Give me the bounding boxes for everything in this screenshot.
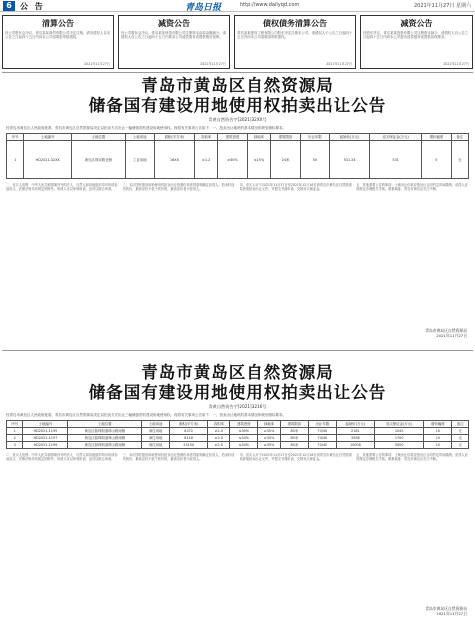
table-cell: HD2021-1195 <box>23 428 68 435</box>
page-number: 6 <box>3 1 15 11</box>
table-cell: 23150 <box>170 442 208 449</box>
small-notices <box>2 15 473 69</box>
table-header: 起始价(万元) <box>336 421 374 428</box>
body-column <box>240 183 353 192</box>
announcement-intro: 经青岛市黄岛区人民政府批准，青岛市黄岛区自然资源局决定以拍卖方式出让三幅储备国有建设用地使用权。现将有关事项公告如下：一、拍卖出让地块的基本情况和规划指标要求。 <box>6 413 286 417</box>
table-cell: 无 <box>452 442 469 449</box>
table-header: 土地位置 <box>72 134 125 141</box>
table-cell: ≥2.0 <box>208 442 230 449</box>
notice-box <box>360 15 473 69</box>
table-row <box>7 141 469 179</box>
website-url[interactable]: http://www.dailyqd.com <box>240 2 300 8</box>
announcement-body <box>6 183 469 192</box>
body-paragraph: 五、其他需要公告的事项：土地出让价款应按出让合同约定时间缴纳，竞得人应按规定办理相关手续。联系地址：青岛市黄岛区长江中路。 <box>356 183 468 192</box>
table-header: 容积率 <box>208 421 230 428</box>
table-cell: ≥40% <box>218 141 247 179</box>
table-row <box>7 435 469 442</box>
announcement-title-line2: 储备国有建设用地使用权拍卖出让公告 <box>88 383 387 402</box>
table-header: 备注 <box>451 134 468 141</box>
table-cell: 无 <box>451 141 468 179</box>
table-header: 容积率 <box>194 134 217 141</box>
table-cell: 1700 <box>374 435 424 442</box>
table-cell: ≤30% <box>230 435 258 442</box>
notice-body: 经公司股东会决议，青岛某某商贸有限公司决定注销，请各债权人自本公告之日起四十五日内向本公司清算组申报债权。 <box>5 31 111 39</box>
announcement-body <box>6 453 469 462</box>
notice-body: 经公司股东会决议，青岛某某科技有限公司注册资本由原金额减少，请债权人自公告之日起四十五日内要求公司清偿债务或提供相应担保。 <box>121 31 227 39</box>
body-paragraph: 四、竞买人可于2021年11月27日至2021年12月16日到青岛市黄岛区自然资源局获取拍卖出让文件，并提交书面申请，交纳竞买保证金。 <box>239 453 352 462</box>
section-title: 公 告 <box>20 2 45 11</box>
table-cell: 2 <box>7 435 23 442</box>
table-header: 序号 <box>7 134 24 141</box>
notice-signature: 2021年11月27日 <box>443 62 469 66</box>
table-header: 出让年限 <box>308 421 336 428</box>
table-cell: 1 <box>7 428 23 435</box>
notice-title: 减资公告 <box>400 18 433 28</box>
body-column <box>123 453 236 462</box>
table-cell: 70/40 <box>308 442 336 449</box>
land-table <box>6 133 469 179</box>
table-cell: 10 <box>424 428 452 435</box>
announcement-title-line2: 储备国有建设用地使用权拍卖出让公告 <box>88 96 387 115</box>
table-header: 土地用途 <box>142 421 170 428</box>
land-auction-announcement-2 <box>2 350 473 618</box>
table-header: 建筑密度 <box>230 421 258 428</box>
table-cell: 商住用地 <box>142 435 170 442</box>
signoff-date: 2021年11月27日 <box>436 333 467 338</box>
table-cell: HD2021-1197 <box>23 435 68 442</box>
notice-box <box>118 15 230 69</box>
signoff-organization: 青岛市黄岛区自然资源局 <box>425 328 467 333</box>
announcement-title-line1: 青岛市黄岛区自然资源局 <box>141 363 334 382</box>
table-cell: 531 <box>370 141 422 179</box>
table-header-row <box>7 421 469 428</box>
table-cell: ≥2.0 <box>208 435 230 442</box>
issue-date: 2021年11月27日 星期六 <box>413 3 471 9</box>
table-cell: 10 <box>424 435 452 442</box>
body-column <box>356 453 469 462</box>
table-cell: 3396 <box>336 435 374 442</box>
table-cell: 5 <box>422 141 451 179</box>
table-header: 绿地率 <box>247 134 271 141</box>
notice-body: 经股东决定，青岛某某投资有限公司注册资本减少，请债权人自公告之日起四十五日内向本公司提出清偿债务或提供担保要求。 <box>363 31 469 39</box>
newspaper-logo: 青岛日报 <box>185 3 222 13</box>
body-paragraph: 四、竞买人可于2021年11月27日至2021年12月16日到青岛市黄岛区自然资源局获取拍卖出让文件，并提交书面申请，交纳竞买保证金。 <box>239 183 352 192</box>
body-paragraph: 二、竞买人范围：中华人民共和国境内外的法人、自然人和其他组织均可申请参加竞买，法律法规另有规定的除外。申请人可以单独申请，也可以联合申请。 <box>6 453 118 462</box>
table-cell: 70/40 <box>308 435 336 442</box>
table-cell: 531.24 <box>330 141 370 179</box>
notice-signature: 2021年11月27日 <box>84 62 110 66</box>
table-header: 增价幅度 <box>422 134 451 141</box>
table-cell: 8118 <box>170 435 208 442</box>
table-cell: 1045 <box>374 428 424 435</box>
table-cell: 2181 <box>336 428 374 435</box>
table-cell: 商住用地 <box>142 442 170 449</box>
body-column <box>123 183 236 192</box>
announcement-docnum: 青黄自然资告字[2021]3216号 <box>208 404 267 409</box>
announcement-docnum: 青黄自然资告字[2021]32XX号 <box>208 117 267 122</box>
body-column <box>6 183 119 192</box>
table-cell: ≥1.2 <box>194 141 217 179</box>
table-cell: 工业用地 <box>125 141 154 179</box>
table-header: 土地编号 <box>23 421 68 428</box>
table-cell: 10008 <box>336 442 374 449</box>
announcement-signoff <box>425 328 467 338</box>
table-header: 增价幅度 <box>424 421 452 428</box>
table-header: 土地编号 <box>24 134 72 141</box>
notice-title: 减资公告 <box>158 18 190 28</box>
land-auction-announcement-1 <box>2 72 473 350</box>
table-cell: 3 <box>7 442 23 449</box>
table-cell: 80米 <box>280 435 308 442</box>
announcement-title-line1: 青岛市黄岛区自然资源局 <box>141 76 334 95</box>
notice-signature: 2021年11月27日 <box>200 62 226 66</box>
body-column <box>240 453 353 462</box>
table-cell: ≥35% <box>258 435 281 442</box>
body-paragraph: 五、其他需要公告的事项：土地出让价款应按出让合同约定时间缴纳，竞得人应按规定办理相关手续。联系地址：青岛市黄岛区长江中路。 <box>356 453 468 462</box>
table-cell: 10 <box>424 442 452 449</box>
notice-signature: 2021年11月27日 <box>326 62 352 66</box>
table-header: 土地位置 <box>68 421 142 428</box>
notice-title: 债权债务清算公告 <box>263 18 327 28</box>
notice-box <box>2 15 114 69</box>
table-cell: 无 <box>452 428 469 435</box>
table-cell: 80米 <box>280 428 308 435</box>
notice-body: 青岛某某建设工程有限公司股东决定注销本公司，请债权人于公告之日起四十五日内向本公司清算组申报债权。 <box>237 31 353 39</box>
table-cell: ≥35% <box>258 428 281 435</box>
notice-title: 清算公告 <box>42 18 74 28</box>
table-header: 竞买保证金(万元) <box>374 421 424 428</box>
table-cell: 16XX <box>154 141 194 179</box>
table-header: 出让年限 <box>300 134 329 141</box>
table-header: 建筑限高 <box>271 134 300 141</box>
table-row <box>7 428 469 435</box>
table-cell: 70/40 <box>308 428 336 435</box>
land-table <box>6 420 469 449</box>
body-paragraph: 三、本次国有建设用地使用权拍卖出让按照价高者得原则确定竞得人。拍卖时设有底价，最高应价不低于底价的，最高应价者为竞得人。 <box>122 453 235 462</box>
table-cell: 无 <box>452 435 469 442</box>
table-cell: ≤30% <box>230 442 258 449</box>
table-cell: 黄岛区隐珠街道珠山路南侧 <box>68 442 142 449</box>
announcement-signoff <box>425 606 467 616</box>
table-cell: 商住用地 <box>142 428 170 435</box>
table-header: 面积(平方米) <box>170 421 208 428</box>
body-paragraph: 三、本次国有建设用地使用权拍卖出让按照价高者得原则确定竞得人。拍卖时设有底价，最高应价不低于底价的，最高应价者为竞得人。 <box>122 183 235 192</box>
body-column <box>356 183 469 192</box>
table-cell: 黄岛区隐珠街道珠山路南侧 <box>68 428 142 435</box>
table-header: 竞买保证金(万元) <box>370 134 422 141</box>
table-header-row <box>7 134 469 141</box>
table-header: 建筑密度 <box>218 134 247 141</box>
table-cell: 50 <box>300 141 329 179</box>
table-header: 土地用途 <box>125 134 154 141</box>
table-cell: 24米 <box>271 141 300 179</box>
table-cell: 黄岛区珠宋路北侧 <box>72 141 125 179</box>
table-cell: 5000 <box>374 442 424 449</box>
table-cell: 黄岛区隐珠街道珠山路南侧 <box>68 435 142 442</box>
signoff-organization: 青岛市黄岛区自然资源局 <box>425 606 467 611</box>
table-header: 建筑限高 <box>280 421 308 428</box>
body-column <box>6 453 119 462</box>
table-cell: 6372 <box>170 428 208 435</box>
table-row <box>7 442 469 449</box>
signoff-date: 2021年11月27日 <box>436 611 467 616</box>
table-cell: 80米 <box>280 442 308 449</box>
table-header: 面积(平方米) <box>154 134 194 141</box>
table-cell: ≤30% <box>230 428 258 435</box>
notice-box <box>234 15 356 69</box>
table-header: 绿地率 <box>258 421 281 428</box>
table-cell: ≥2.0 <box>208 428 230 435</box>
table-header: 起始价(万元) <box>330 134 370 141</box>
table-header: 备注 <box>452 421 469 428</box>
announcement-intro: 经青岛市黄岛区人民政府批准，青岛市黄岛区自然资源局决定以拍卖方式出让一幅储备国有建设用地使用权。现将有关事项公告如下：一、拍卖出让地块的基本情况和规划指标要求。 <box>6 126 286 130</box>
table-cell: HD2021-32XX <box>24 141 72 179</box>
table-cell: ≤15% <box>247 141 271 179</box>
table-cell: HD2021-1199 <box>23 442 68 449</box>
table-cell: ≥35% <box>258 442 281 449</box>
masthead <box>0 0 475 12</box>
table-cell: 1 <box>7 141 24 179</box>
body-paragraph: 二、竞买人范围：中华人民共和国境内外的法人、自然人和其他组织均可申请参加竞买，法律法规另有规定的除外。申请人可以单独申请，也可以联合申请。 <box>6 183 118 192</box>
table-header: 序号 <box>7 421 23 428</box>
